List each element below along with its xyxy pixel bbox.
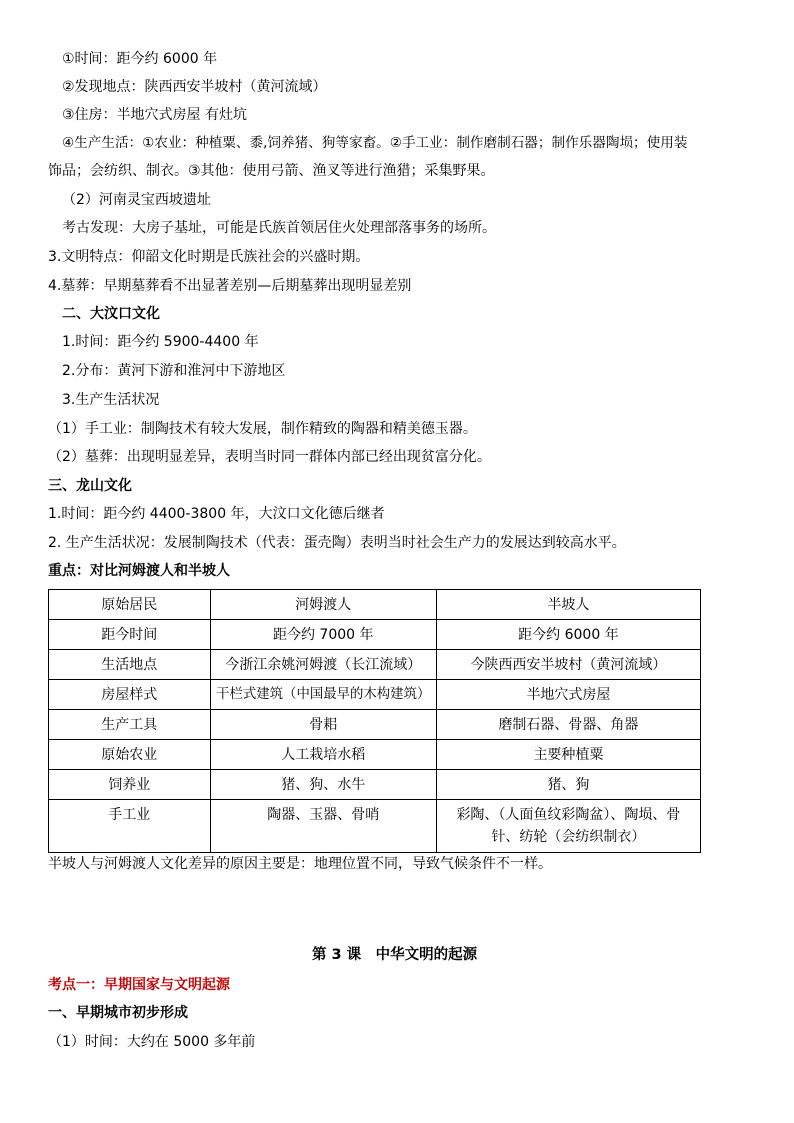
table-cell: 原始农业 [49, 740, 211, 770]
table-cell: 磨制石器、骨器、角器 [436, 710, 700, 740]
table-row [49, 650, 701, 680]
table-header-row [49, 590, 701, 620]
section-heading: 二、大汶口文化 [62, 306, 160, 322]
table-cell: 人工栽培水稻 [210, 740, 436, 770]
table-cell: 陶器、玉器、骨哨 [210, 800, 436, 853]
comparison-table [48, 589, 701, 853]
text-line: 1.时间：距今约 4400-3800 年，大汶口文化德后继者 [48, 506, 385, 522]
text-line: 3.文明特点：仰韶文化时期是氏族社会的兴盛时期。 [48, 249, 370, 265]
table-cell: 手工业 [49, 800, 211, 853]
table-row [49, 680, 701, 710]
lesson-title: 第 3 课 中华文明的起源 [312, 947, 478, 963]
table-cell: 猪、狗 [436, 770, 700, 800]
kaodian-heading: 考点一：早期国家与文明起源 [48, 977, 230, 993]
table-cell: 距今约 7000 年 [210, 620, 436, 650]
text-line: 考古发现：大房子基址，可能是氏族首领居住火处理部落事务的场所。 [62, 220, 496, 236]
text-line: 4.墓葬：早期墓葬看不出显著差别—后期墓葬出现明显差别 [48, 278, 412, 294]
table-cell: 骨耜 [210, 710, 436, 740]
table-cell: 饲养业 [49, 770, 211, 800]
table-cell: 距今约 6000 年 [436, 620, 700, 650]
table-row [49, 800, 701, 853]
table-cell: 彩陶、（人面鱼纹彩陶盆）、陶埙、骨针、纺轮（会纺织制衣） [436, 800, 700, 853]
table-cell: 房屋样式 [49, 680, 211, 710]
table-row [49, 740, 701, 770]
table-cell: 主要种植粟 [436, 740, 700, 770]
text-line: ④生产生活：①农业：种植粟、黍,饲养猪、狗等家畜。②手工业：制作磨制石器；制作乐器陶埙；使用装 [62, 135, 688, 151]
table-row [49, 770, 701, 800]
text-line: 饰品；会纺织、制衣。③其他：使用弓箭、渔叉等进行渔猎；采集野果。 [48, 163, 495, 179]
text-line: （1）时间：大约在 5000 多年前 [48, 1034, 256, 1050]
section-heading: 三、龙山文化 [48, 478, 132, 494]
text-line: 3.生产生活状况 [62, 392, 160, 408]
text-line: 2. 生产生活状况：发展制陶技术（代表：蛋壳陶）表明当时社会生产力的发展达到较高水平。 [48, 535, 626, 551]
table-cell: 干栏式建筑（中国最早的木构建筑） [210, 680, 436, 710]
text-line: 1.时间：距今约 5900-4400 年 [62, 334, 259, 350]
table-cell: 今浙江余姚河姆渡（长江流域） [210, 650, 436, 680]
section-heading: 一、早期城市初步形成 [48, 1005, 188, 1021]
table-cell: 生活地点 [49, 650, 211, 680]
table-header-cell: 原始居民 [49, 590, 211, 620]
table-row [49, 620, 701, 650]
text-line: ①时间：距今约 6000 年 [62, 51, 218, 67]
text-line: ②发现地点：陕西西安半坡村（黄河流域） [62, 79, 327, 95]
table-cell: 生产工具 [49, 710, 211, 740]
table-header-cell: 河姆渡人 [210, 590, 436, 620]
text-line: ③住房：半地穴式房屋 有灶坑 [62, 107, 248, 123]
text-line: 半坡人与河姆渡人文化差异的原因主要是：地理位置不同，导致气候条件不一样。 [48, 856, 552, 872]
key-point-heading: 重点：对比河姆渡人和半坡人 [48, 563, 230, 579]
table-cell: 半地穴式房屋 [436, 680, 700, 710]
text-line: 2.分布：黄河下游和淮河中下游地区 [62, 363, 286, 379]
text-line: （2）河南灵宝西坡遗址 [62, 192, 211, 208]
table-row [49, 710, 701, 740]
table-cell: 今陕西西安半坡村（黄河流域） [436, 650, 700, 680]
text-line: （1）手工业：制陶技术有较大发展，制作精致的陶器和精美德玉器。 [48, 421, 477, 437]
table-header-cell: 半坡人 [436, 590, 700, 620]
table-cell: 距今时间 [49, 620, 211, 650]
text-line: （2）墓葬：出现明显差异，表明当时同一群体内部已经出现贫富分化。 [48, 449, 491, 465]
table-cell: 猪、狗、水牛 [210, 770, 436, 800]
